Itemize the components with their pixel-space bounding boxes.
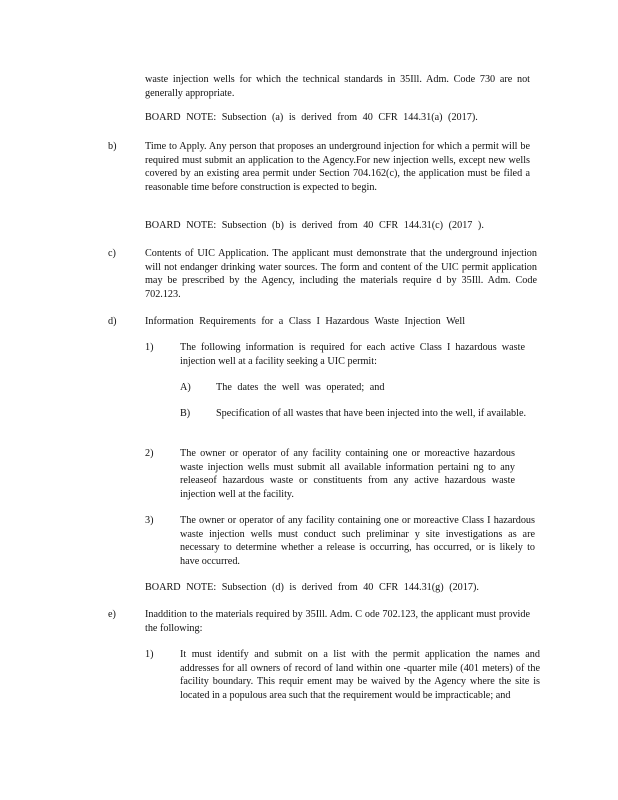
subsection-d-label: d) — [108, 316, 117, 327]
e-item-1-text: It must identify and submit on a list with the permit application the names and addresses for all owners of record of land within one -quarter mile (401 meters) of the facility boundary. This requir ement may be waived by the Agency where the site is located in a populous area such that the requirement would be impracticable; and — [180, 649, 540, 701]
subsection-e-label: e) — [108, 609, 116, 620]
board-note-d: BOARD NOTE: Subsection (d) is derived from 40 CFR 144.31(g) (2017). — [145, 582, 479, 593]
board-note-a: BOARD NOTE: Subsection (a) is derived from 40 CFR 144.31(a) (2017). — [145, 112, 478, 123]
board-note-b: BOARD NOTE: Subsection (b) is derived from 40 CFR 144.31(c) (2017 ). — [145, 220, 484, 231]
d-item-1-A-label: A) — [180, 382, 191, 393]
e-item-1-label: 1) — [145, 649, 154, 660]
subsection-e-text: Inaddition to the materials required by 35Ill. Adm. C ode 702.123, the applicant must provide the following: — [145, 609, 530, 634]
d-item-1-B-text: Specification of all wastes that have been injected into the well, if available. — [216, 408, 527, 419]
subsection-d-heading: Information Requirements for a Class I Hazardous Waste Injection Well — [145, 316, 466, 327]
subsection-c-label: c) — [108, 248, 116, 259]
subsection-c-text: Contents of UIC Application. The applicant must demonstrate that the underground injection will not endanger drinking water sources. The form and content of the UIC permit application may be prescribed by the Agency, including the materials require d by 35Ill. Adm. Code 702.123. — [145, 248, 537, 300]
subsection-b-text: Time to Apply. Any person that proposes an underground injection for which a permit will be required must submit an application to the Agency.For new injection wells, except new wells covered by an existing area permit under Section 704.162(c), the application must be filed a reasonable time before construction is expected to begin. — [145, 141, 530, 193]
d-item-3-text: The owner or operator of any facility containing one or moreactive Class I hazardous waste injection wells must conduct such preliminar y site investigations as are necessary to determine whether a release is occurring, has occurred, or is likely to have occurred. — [180, 515, 535, 567]
d-item-1-A-text: The dates the well was operated; and — [216, 382, 385, 393]
d-item-1-label: 1) — [145, 342, 154, 353]
d-item-2-label: 2) — [145, 448, 154, 459]
d-item-3-label: 3) — [145, 515, 154, 526]
subsection-b-label: b) — [108, 141, 117, 152]
intro-paragraph: waste injection wells for which the technical standards in 35Ill. Adm. Code 730 are not generally appropriate. — [145, 74, 530, 99]
d-item-2-text: The owner or operator of any facility containing one or moreactive hazardous waste injection wells must submit all available information pertaini ng to any releaseof hazardous waste or constituents from any active hazardous waste injection well at the facility. — [180, 448, 515, 500]
d-item-1-text: The following information is required for each active Class I hazardous waste injection well at a facility seeking a UIC permit: — [180, 342, 525, 367]
d-item-1-B-label: B) — [180, 408, 191, 419]
